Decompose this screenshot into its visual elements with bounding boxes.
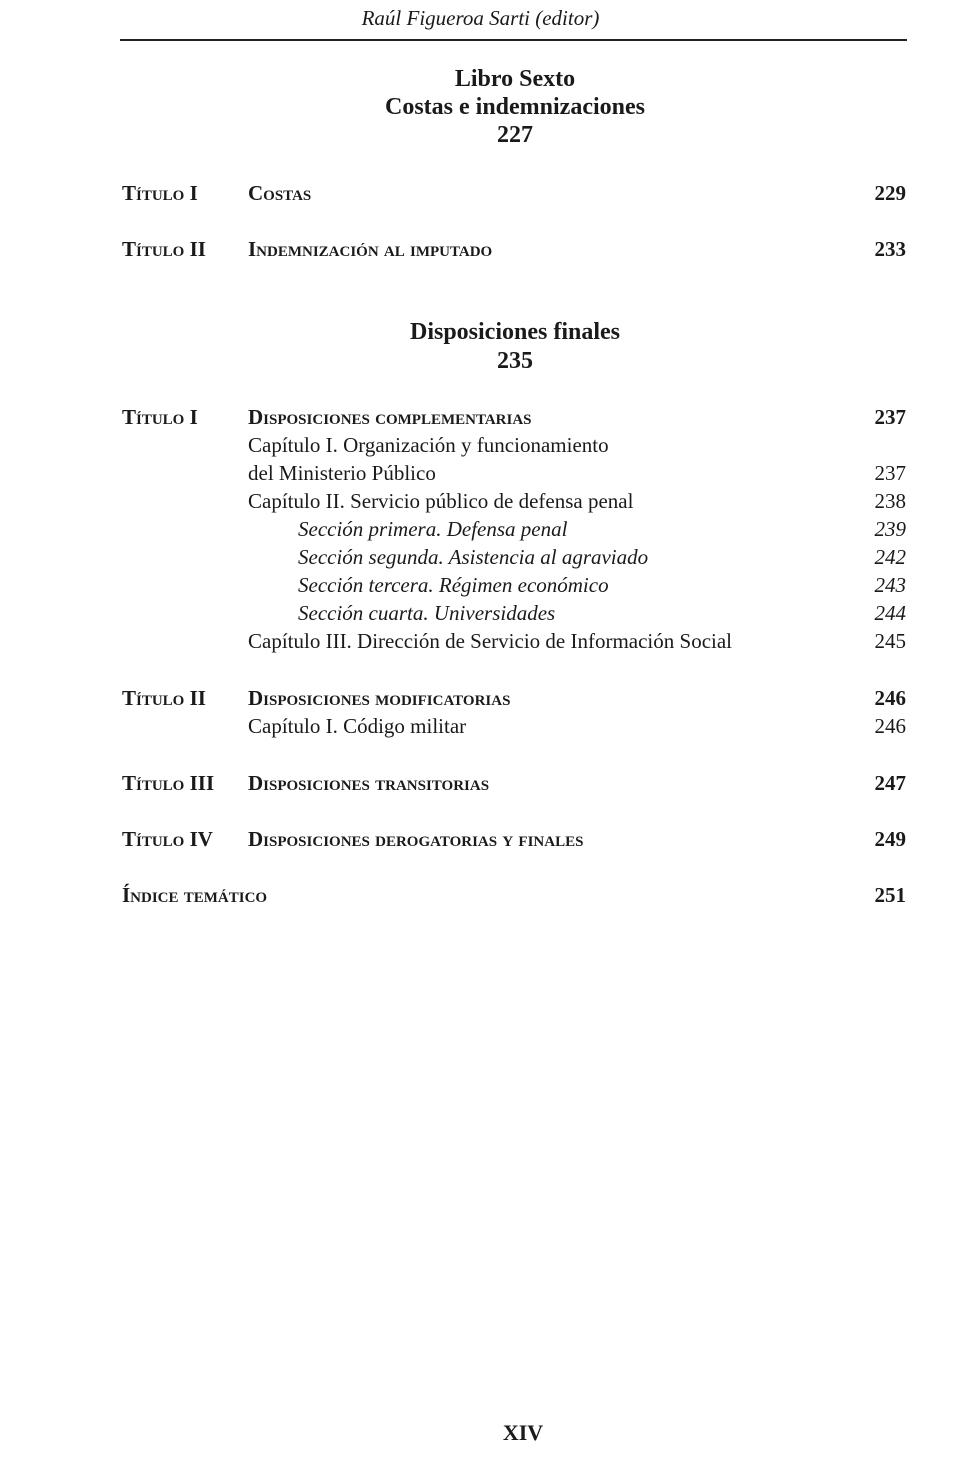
page-ref: 242: [874, 545, 906, 569]
toc-index-entry: [122, 883, 906, 913]
toc-section: [122, 545, 906, 575]
page-ref: 239: [874, 517, 906, 541]
title-name: Disposiciones complementarias: [248, 405, 532, 429]
title-name: Disposiciones transitorias: [248, 771, 490, 795]
title-label: Título III: [122, 771, 215, 795]
toc-entry: [122, 686, 906, 716]
page-ref: 246: [874, 714, 906, 738]
toc-entry: [122, 405, 906, 435]
page-ref: 229: [874, 181, 906, 205]
toc-entry: [122, 237, 906, 267]
page-ref: 245: [874, 629, 906, 653]
page-ref: 251: [874, 883, 906, 907]
page-ref: 246: [874, 686, 906, 710]
page-ref: 233: [874, 237, 906, 261]
section-name: Sección cuarta. Universidades: [298, 601, 556, 625]
page-ref: 249: [874, 827, 906, 851]
toc-section: [122, 601, 906, 631]
book-title: Costas e indemnizaciones: [385, 94, 645, 120]
toc-chapter: [122, 629, 906, 659]
title-label: Título II: [122, 686, 206, 710]
page-ref: 247: [874, 771, 906, 795]
page-ref: 237: [874, 461, 906, 485]
chapter-name: Capítulo II. Servicio público de defensa penal: [248, 489, 634, 513]
book-heading: Libro Sexto: [454, 66, 576, 92]
toc-section: [122, 517, 906, 547]
book-page: 227: [497, 122, 533, 148]
page-ref: 243: [874, 573, 906, 597]
section-page: 235: [497, 348, 533, 374]
title-name: Costas: [248, 181, 312, 205]
toc-entry: [122, 181, 906, 211]
toc-chapter: [122, 433, 906, 463]
section-name: Sección tercera. Régimen económico: [298, 573, 609, 597]
section-heading: Disposiciones finales: [409, 319, 621, 345]
chapter-name: Capítulo I. Organización y funcionamiento: [248, 433, 609, 457]
section-name: Sección primera. Defensa penal: [298, 517, 568, 541]
page-ref: 244: [874, 601, 906, 625]
running-header: Raúl Figueroa Sarti (editor): [361, 6, 600, 30]
toc-chapter: [122, 461, 906, 491]
toc-section: [122, 573, 906, 603]
index-label: Índice temático: [122, 883, 268, 907]
chapter-name: Capítulo III. Dirección de Servicio de Información Social: [248, 629, 733, 653]
title-label: Título I: [122, 181, 198, 205]
header-rule: [120, 39, 907, 41]
chapter-name: Capítulo I. Código militar: [248, 714, 467, 738]
toc-chapter: [122, 489, 906, 519]
title-name: Disposiciones modificatorias: [248, 686, 511, 710]
toc-entry: [122, 771, 906, 801]
chapter-name: del Ministerio Público: [248, 461, 436, 485]
title-name: Indemnización al imputado: [248, 237, 493, 261]
toc-chapter: [122, 714, 906, 744]
title-label: Título IV: [122, 827, 213, 851]
page-ref: 238: [874, 489, 906, 513]
page-number: XIV: [502, 1420, 544, 1445]
title-label: Título II: [122, 237, 206, 261]
page-ref: 237: [874, 405, 906, 429]
toc-entry: [122, 827, 906, 857]
title-label: Título I: [122, 405, 198, 429]
section-name: Sección segunda. Asistencia al agraviado: [298, 545, 649, 569]
title-name: Disposiciones derogatorias y finales: [248, 827, 584, 851]
